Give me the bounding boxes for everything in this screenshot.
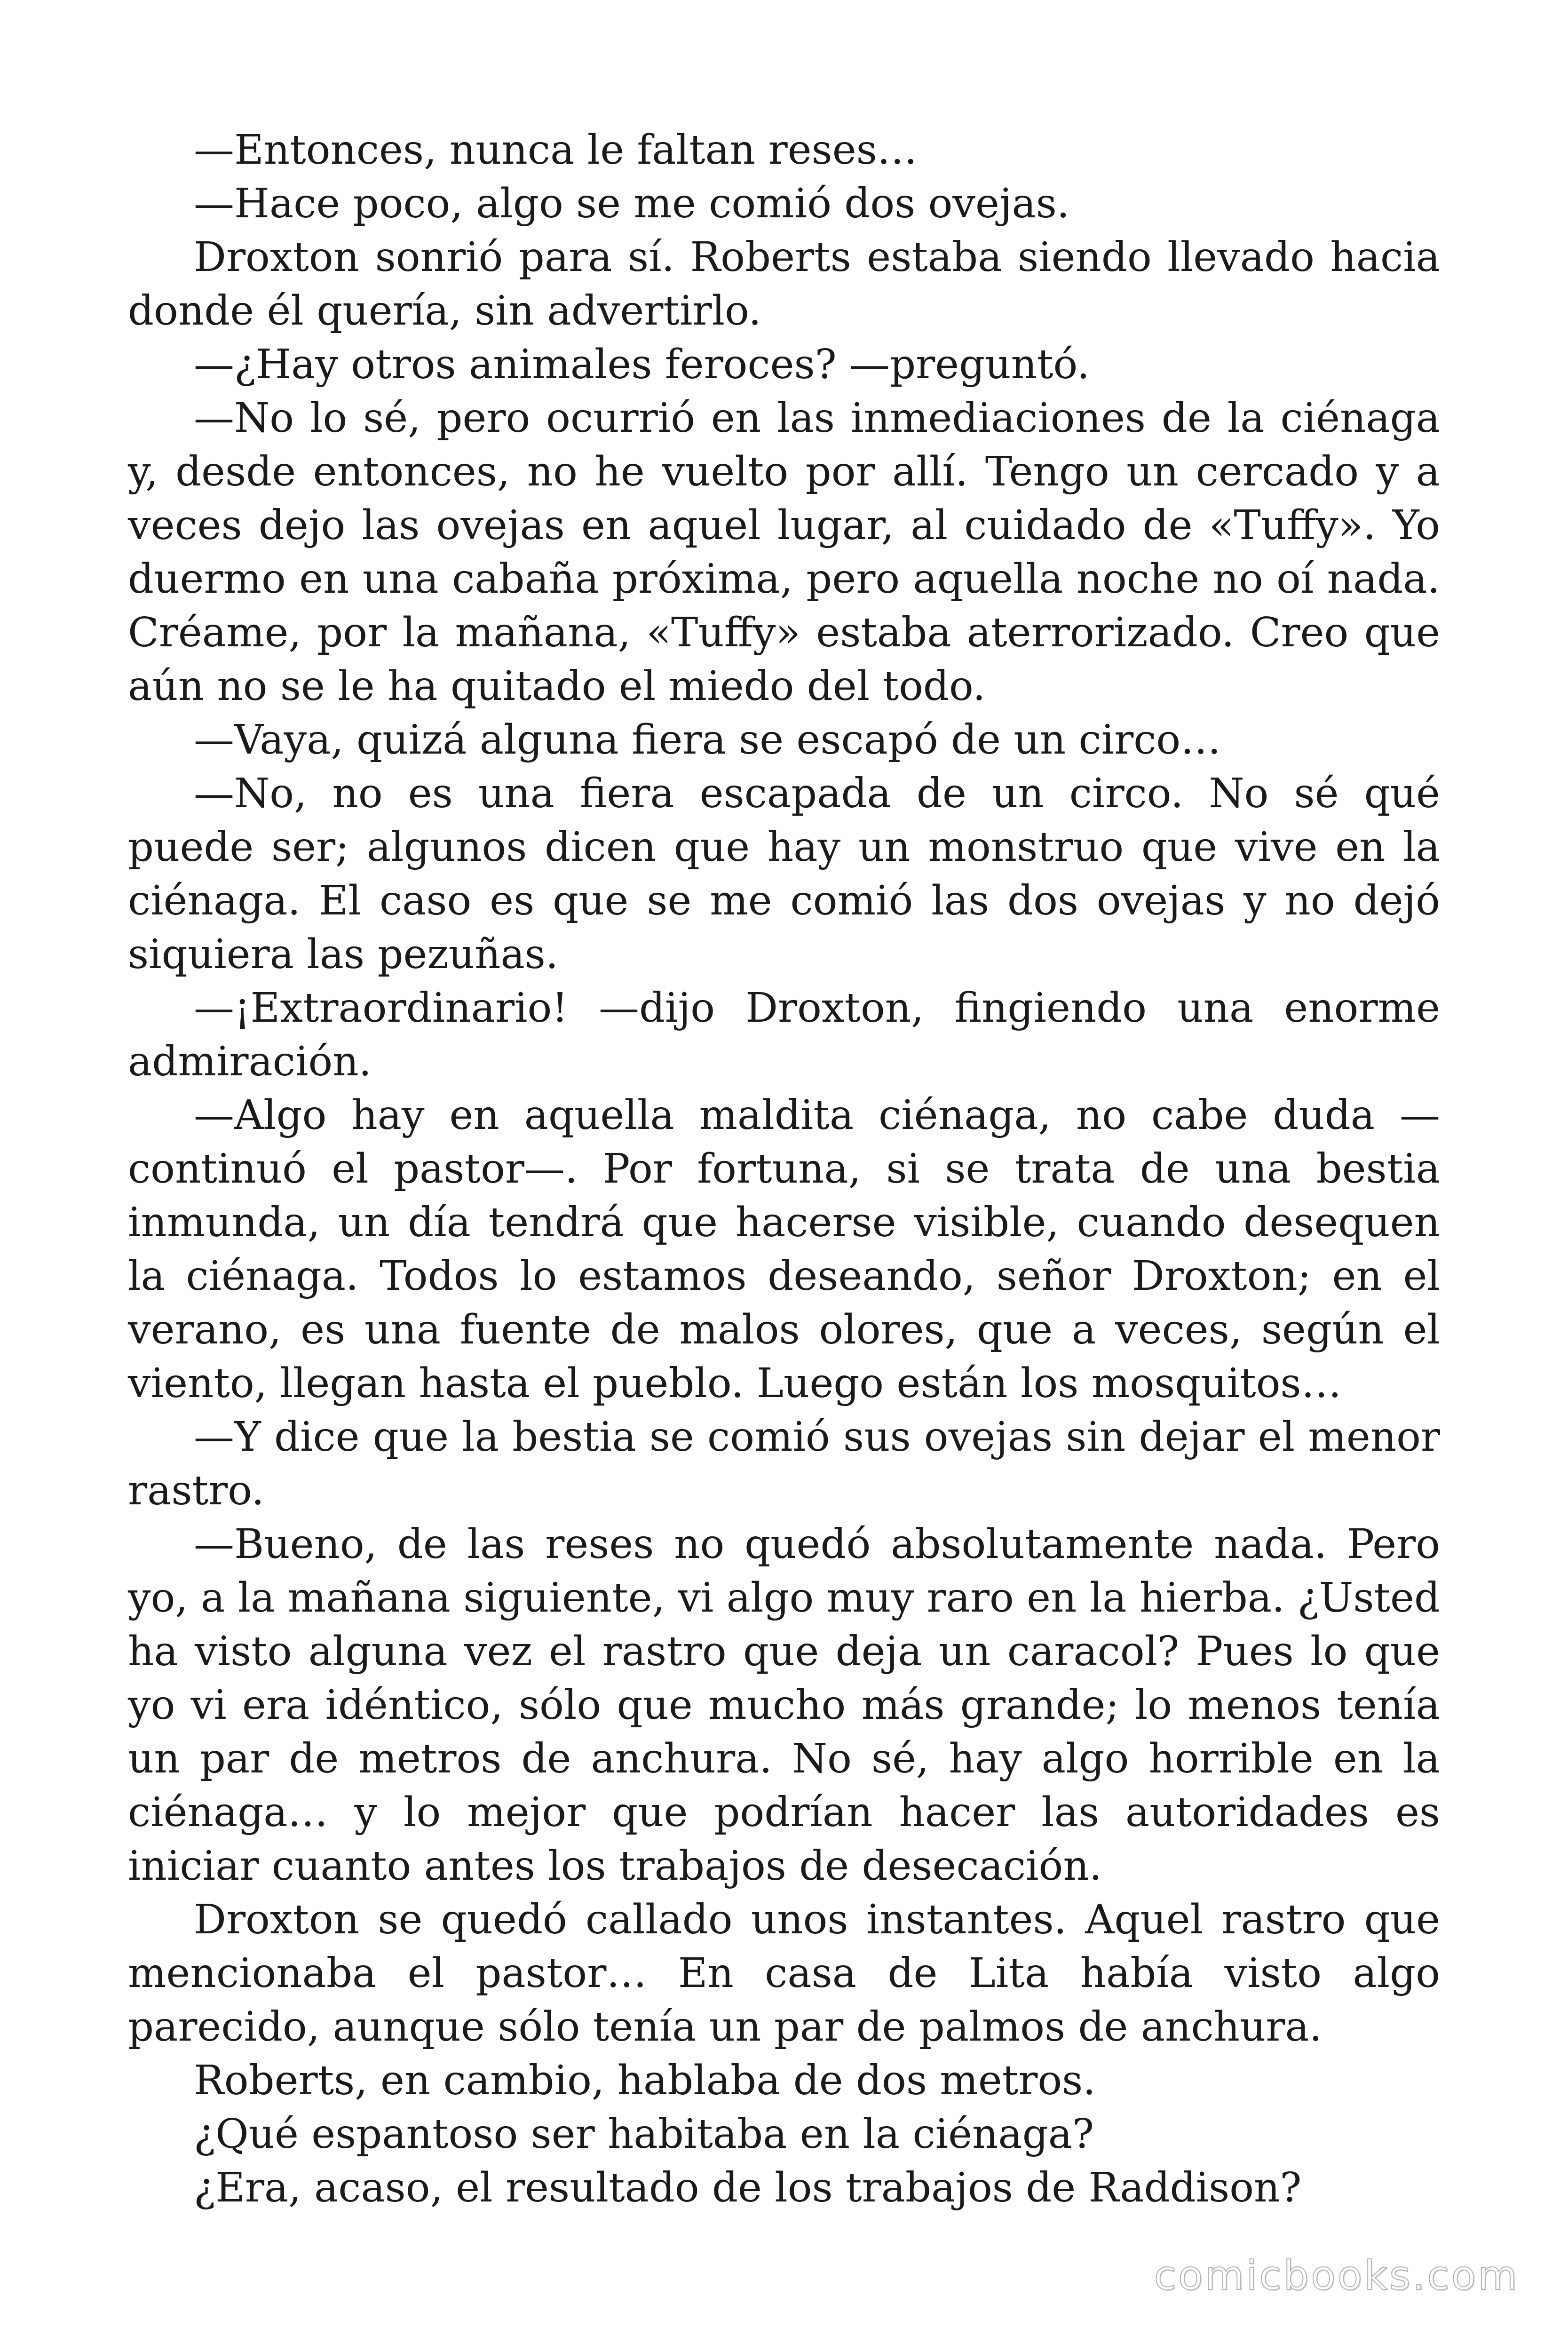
paragraph: Roberts, en cambio, hablaba de dos metros. [194, 2057, 1096, 2104]
paragraph: —No, no es una fiera escapada de un circo. No sé qué puede ser; algunos dicen que hay un monstruo que vive en la ciénaga. El caso es que se me comió las dos ovejas y no dejó siquiera las pezuñas. [128, 770, 1440, 978]
paragraph: —Y dice que la bestia se comió sus ovejas sin dejar el menor rastro. [128, 1414, 1440, 1514]
paragraph: ¿Era, acaso, el resultado de los trabajos de Raddison? [194, 2164, 1302, 2211]
watermark: comicbooks.com [1154, 2252, 1519, 2299]
paragraph: —¡Extraordinario! —dijo Droxton, fingiendo una enorme admiración. [128, 985, 1440, 1085]
paragraph: Droxton sonrió para sí. Roberts estaba siendo llevado hacia donde él quería, sin advertirlo. [128, 234, 1440, 334]
body-text [128, 123, 1440, 2215]
paragraph: —Hace poco, algo se me comió dos ovejas. [194, 180, 1070, 227]
paragraph: —Vaya, quizá alguna fiera se escapó de un circo… [194, 716, 1221, 763]
paragraph: —No lo sé, pero ocurrió en las inmediaciones de la ciénaga y, desde entonces, no he vuelto por allí. Tengo un cercado y a veces dejo las ovejas en aquel lugar, al cuidado de «Tuffy». Yo duermo en una cabaña próxima, pero aquella noche no oí nada. Créame, por la mañana, «Tuffy» estaba aterrorizado. Creo que aún no se le ha quitado el miedo del todo. [128, 395, 1440, 710]
paragraph: —Bueno, de las reses no quedó absolutamente nada. Pero yo, a la mañana siguiente, vi algo muy raro en la hierba. ¿Usted ha visto alguna vez el rastro que deja un caracol? Pues lo que yo vi era idéntico, sólo que mucho más grande; lo menos tenía un par de metros de anchura. No sé, hay algo horrible en la ciénaga… y lo mejor que podrían hacer las autoridades es iniciar cuanto antes los trabajos de desecación. [128, 1521, 1440, 1890]
paragraph: ¿Qué espantoso ser habitaba en la ciénaga? [194, 2111, 1094, 2158]
paragraph: —Algo hay en aquella maldita ciénaga, no cabe duda —continuó el pastor—. Por fortuna, si se trata de una bestia inmunda, un día tendrá que hacerse visible, cuando desequen la ciénaga. Todos lo estamos deseando, señor Droxton; en el verano, es una fuente de malos olores, que a veces, según el viento, llegan hasta el pueblo. Luego están los mosquitos… [128, 1092, 1440, 1407]
paragraph: Droxton se quedó callado unos instantes. Aquel rastro que mencionaba el pastor… En casa de Lita había visto algo parecido, aunque sólo tenía un par de palmos de anchura. [128, 1896, 1440, 2050]
paragraph: —¿Hay otros animales feroces? —preguntó. [194, 341, 1090, 388]
paragraph: —Entonces, nunca le faltan reses… [194, 127, 918, 174]
